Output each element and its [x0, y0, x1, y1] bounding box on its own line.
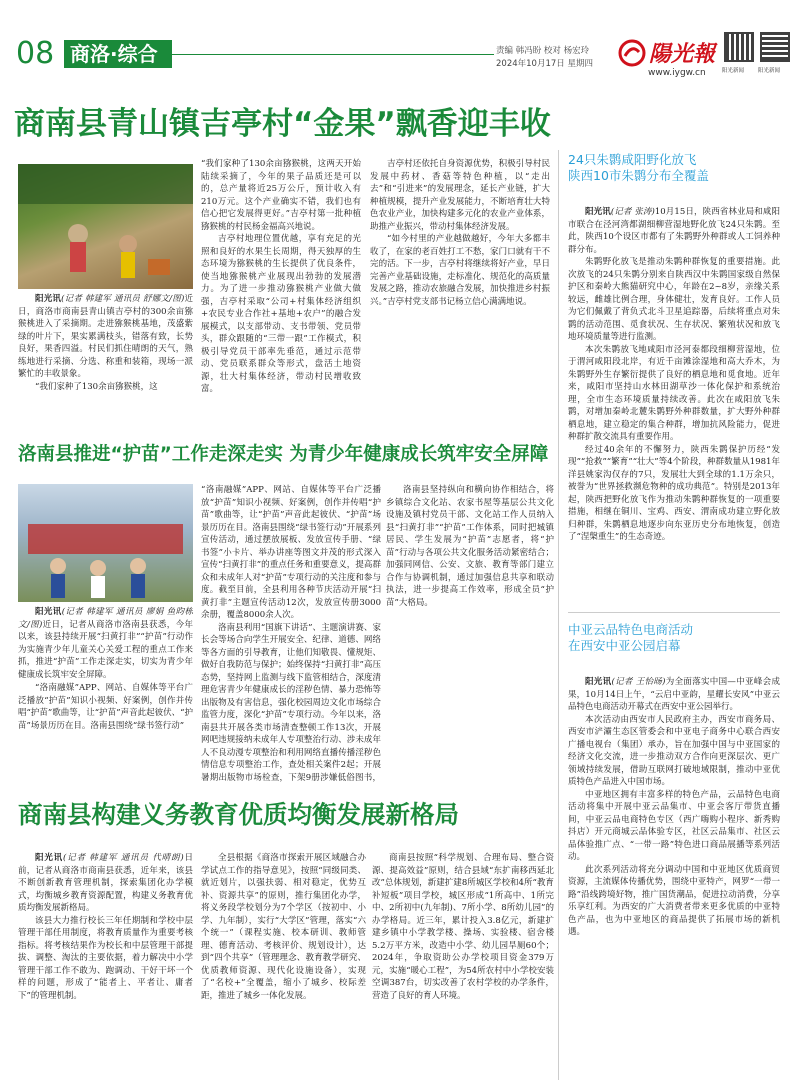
article5-byline-reporter: (记者 王怡旸) [611, 677, 666, 687]
article3-lead: 日前，记者从商洛市商南县获悉，近年来，该县不断创新教育管理机制，探索集团化办学模式，均衡城乡教育资源配置，构建义务教育优质均衡发展新格局。 [18, 853, 193, 913]
article4-title-line1: 24只朱鹮咸阳野化放飞 [568, 152, 697, 167]
editor-credits: 责编 韩冯盼 校对 杨宏玲 [496, 46, 590, 56]
article3-col1 [18, 852, 193, 1082]
article2-photo [18, 484, 193, 602]
article1-p1: “我们家种了130余亩猕猴桃，这两天开始陆续采摘了，今年的果子品质还是可以的，总产量将近25万公斤，预计收入有210万元。这个产业确实不错，我们也有信心把它发展得更好。”吉亭村第一批种植猕猴桃的村民杨金福高兴地说。 [201, 159, 361, 232]
article2-p3: 洛南县坚持纵向和横向协作相结合，将乡镇综合文化站、农家书屋等基层公共文化设施及镇村党员干部、文化站工作人员纳入县“扫黄打非”“护苗”工作体系，同时把城镇居民、学生发展为“护苗”志愿者，将“护苗”行动与各项公共文化服务活动紧密结合；加强同网信、公安、文旅、教育等部门建立合作与协调机制，通过加强信息共享和联动执法，进一步提高工作效率，形成全员“护苗”大格局。 [386, 485, 554, 608]
article3-col2 [201, 852, 366, 1082]
article5-p3: 此次系列活动将充分调动中国和中亚地区优质商贸资源，主流媒体传播优势，围绕中亚特产，网罗“一带一路”沿线跨境好物，推广国货潮品，促进拉动消费，分享乐享红利。为西安的广大消费者带来更多优质的中亚特色产品，也为中亚地区的商品提供了拓展市场的新机遇。 [568, 864, 780, 937]
students-photo [18, 484, 193, 602]
article1-lead: 近日，商洛市商南县青山镇吉亭村的300余亩猕猴桃进入了采摘期。走进猕猴桃基地，茂盛紫绿的叶片下，果实累满枝头，错落有致，长势良好，果香四溢。村民们抓住晴朗的天气，熟练地进行采摘、分选、称重和装箱，现场一派繁忙的丰收景象。 [18, 294, 193, 379]
article2-lead: 近日，记者从商洛市洛南县获悉，今年以来，该县持续开展“扫黄打非”“护苗”行动作为实施青少年儿童关心关爱工程的重点工作来抓，推进“护苗”工作走深走实，切实为青少年健康成长筑牢安全屏障。 [18, 619, 193, 680]
article4-byline-reporter: (记者 张涛) [610, 207, 655, 217]
article2-p1-start: “洛南融媒”APP、网站、自媒体等平台广泛播放“护苗”知识小视频、好案例，创作并传唱“护苗”歌曲等，让“护苗”声音此起彼伏、“护苗”场景历历在目。洛南县围绕“绿书签行动” [18, 683, 193, 731]
article2-col2 [18, 682, 193, 782]
article3-byline-reporter: (记者 韩建军 通讯员 代晴朗) [62, 853, 184, 863]
page-number: 08 [16, 36, 55, 71]
article1-p4: “如今村里的产业越做越好，今年大多都丰收了，在家的老百姓打工不愁，家门口就有干不完的活。下一步，吉亭村将继续将好产业，早日完善产业基础设施，走标准化、规范化的高质量发展之路，推动农旅融合发展，加快推进乡村振兴。”吉亭村党支部书记杨立信心满满地说。 [370, 234, 550, 307]
brand-logo [617, 36, 717, 68]
article3-headline: 商南县构建义务教育优质均衡发展新格局 [18, 800, 459, 829]
article4-body [568, 206, 780, 606]
article2-col4 [386, 484, 554, 782]
article5-title [568, 622, 790, 662]
issue-date: 2024年10月17日 星期四 [496, 59, 593, 69]
article3-byline-name: 阳光讯 [35, 853, 63, 863]
article5-lead: 为全面落实中国—中亚峰会成果，10月14日上午，“云启中亚韵，星耀长安风”中亚云品特色电商活动开幕式在西安中亚公园举行。 [568, 677, 780, 712]
article1-byline-reporter: (记者 韩建军 通讯员 舒娜文/图) [61, 294, 185, 304]
article3-p1: 该县大力推行校长三年任期制和学校中层管理干部任用制度，将教育质量作为重要考核指标。将考核结果作为校长和中层管理干部提拔、调整、淘汰的主要依据，着力解决中小学管理干部工作不敢为、跑调动、干好干坏一个样的问题，形成了“能者上、平者让、庸者下”的管理机制。 [18, 915, 193, 1001]
article1-col3 [370, 158, 550, 418]
article5-body [568, 676, 780, 1081]
page-header [12, 30, 790, 80]
article2-byline-name: 阳光讯 [35, 607, 62, 617]
article2-col3 [201, 484, 381, 782]
article3-col3 [372, 852, 554, 1082]
article4-p1: 朱鹮野化放飞是推动朱鹮种群恢复的重要措施。此次放飞的24只朱鹮分别来自陕西汉中朱鹮国家级自然保护区和秦岭大熊猫研究中心，年龄在2~8岁，亲缘关系较远，雌雄比例合理，身体健壮，发育良好。工作人员为它们佩戴了背负式北斗卫星追踪器，后续将重点对朱鹮的活动范围、觅食状况、生存状况、繁殖状况和放飞地环境质量等进行监测。 [568, 257, 780, 342]
section-title: 商洛·综合 [70, 42, 158, 66]
article1-p2: 吉亭村地理位置优越，享有充足的光照和良好的水果生长周期，得天独厚的生态环境为猕猴桃的生长提供了优良条件，使当地猕猴桃产业展现出勃勃的发展潜力。为了进一步推动猕猴桃产业做大做强，吉亭村采取“公司+村集体经济组织+农民专业合作社+基地+农户”的融合发展模式，以支部带动、支书带领、党员带头，群众跟随的“三带一跟”工作模式，积极引导党员干部率先垂范，通过示范带动、党员联系群众等形式，盘活土地资源，壮大村集体经济，带动村民增收致富。 [201, 234, 361, 394]
article5-title-line1: 中亚云品特色电商活动 [568, 622, 694, 637]
article4-title [568, 152, 790, 192]
article4-lead: 10月15日，陕西省林业局和咸阳市联合在泾河湾都湖细柳营湿地野化放飞24只朱鹮。至此，陕西10个设区市都有了朱鹮野外种群或人工饲养种群分布。 [568, 207, 780, 255]
sun-logo-icon [617, 38, 647, 68]
article1-headline: 商南县青山镇吉亭村“金果”飘香迎丰收 [14, 106, 551, 142]
qr-label-1: 阳光新闻 [722, 68, 745, 74]
article1-col2 [201, 158, 361, 418]
article5-byline-name: 阳光讯 [585, 677, 612, 687]
article3-p2: 全县根据《商洛市探索开展区域融合办学试点工作的指导意见》，按照“同级同类、就近划片，以强扶弱、相对稳定，优势互补、资源共享”的原则，推行集团化办学，将义务段学校划分为7个学区（按初中、小学、九年制），实行“大学区”管理，落实“六个统一”（课程实施、校本研训、教师管理、德育活动、考核评价、规划设计），达到“四个共享”（管理理念、教育教学研究、优质教师资源、现代化设施设备），实现了“名校+”全覆盖，缩小了城乡、校际差距，推进了城乡一体化发展。 [201, 853, 366, 1001]
article4-p2: 本次朱鹮放飞地咸阳市泾河泰都段细柳营湿地，位于渭河咸阳段北岸，有近千亩滩涂湿地和高大乔木，为朱鹮野外生存繁衍提供了良好的栖息地和觅食地。近年来，咸阳市坚持山水林田湖草沙一体化保护和系统治理，全市生态环境质量持续改善。此次在咸阳放飞朱鹮，对增加秦岭北麓朱鹮野外种群数量，扩大野外种群栖息地，建立稳定的集合种群，增加抗风险能力，促进种群扩散交流具有重要作用。 [568, 344, 780, 442]
header-rule [172, 54, 494, 55]
qr-code-2 [760, 32, 790, 62]
article5-title-line2: 在西安中亚公园启幕 [568, 638, 681, 653]
article4-byline-name: 阳光讯 [585, 207, 611, 217]
brand-name: 陽光報 [649, 41, 716, 67]
qr-label-2: 阳光新闻 [758, 68, 781, 74]
article-separator [568, 612, 780, 613]
article2-p1: “洛南融媒”APP、网站、自媒体等平台广泛播放“护苗”知识小视频、好案例，创作并传唱“护苗”歌曲等，让“护苗”声音此起彼伏、“护苗”场景历历在目。洛南县围绕“绿书签行动”开展系列宣传活动，通过摆放展板、发放宣传手册、“绿书签”小卡片、举办讲座等图文并茂的形式深入宣传“扫黄打非”的重点任务和重要意义，提高群众和未成年人对“护苗”专项行动的关注度和参与度。截至目前，全县利用各种节庆活动开展“扫黄打非”主题宣传活动12次，发放宣传册3000余册，覆盖8000余人次。 [201, 485, 381, 620]
article1-p3: 吉亭村还依托自身资源优势，积极引导村民发展中药材、香菇等特色种植，以“走出去”和“引进来”的发展理念，延长产业链，扩大种植规模，提升产业发展能力，不断培育壮大特色农业产业，加快构建多元化的农业产业体系，助推产业振兴，带动村集体经济发展。 [370, 159, 550, 232]
column-divider [558, 150, 559, 1080]
article5-p2: 中亚地区拥有丰富多样的特色产品，云品特色电商活动将集中开展中亚云品集市、中亚会客厅带货直播间，中亚云品电商特色专区（西广嗨购小程序、新秀购抖店）开元商城云品体验专区，社区云品集市、社区云品体验推广点、“一带一路”特色进口商品展播等系列活动。 [568, 789, 780, 862]
qr-code-1 [724, 32, 754, 62]
article4-p3: 经过40余年的不懈努力，陕西朱鹮保护历经“发现”“抢救”“繁育”“壮大”等4个阶段，种群数量从1981年洋县姚家沟仅存的7只，发展壮大到全球的1.1万余只，被誉为“世界拯救濒危物种的成功典范”。特别是2013年起，陕西把野化放飞作为推动朱鹮种群恢复的一项重要措施，相继在铜川、宝鸡、西安、渭南成功建立野化放归种群，朱鹮栖息地逐步向东亚历史分布地恢复，创造了“涅槃重生”的生态奇迹。 [568, 444, 780, 542]
website-url: www.iygw.cn [648, 68, 706, 78]
article1-byline-name: 阳光讯 [35, 294, 62, 304]
article4-title-line2: 陕西10市朱鹮分布全覆盖 [568, 168, 709, 183]
article1-col1 [18, 293, 193, 417]
article2-p2: 洛南县利用“国旗下讲话”、主题演讲赛、家长会等场合向学生开展安全、纪律、道德、网络等各方面的引导教育，让他们知敬畏、懂规矩、做好自我防范与保护；始终保持“扫黄打非”高压态势，坚持网上监测与线下监管相结合，深度清理危害青少年健康成长的淫秽色情、暴力恐怖等出版物及有害信息，强化校园周边文化市场综合监管力度，深化“护苗”专项行动。今年以来，洛南县共开展各类市场清查整顿工作13次，开展网吧违规接纳未成年人专项整治行动、涉未成年人不良动漫专项整治和利用网络直播传播淫秽色情信息专项整治工作，查处相关案件2起；开展暑期出版物市场检查，下架9册涉嫌低俗图书， [201, 622, 381, 782]
article2-byline-reporter: (记者 韩建军 通讯员 廖娟 鱼昀栋 文/图) [18, 607, 193, 630]
article1-photo [18, 164, 193, 289]
article5-p1: 本次活动由西安市人民政府主办，西安市商务局、西安市浐灞生态区管委会和中亚电子商务中心联合西安广播电视台（集团）承办，旨在加强中国与中亚国家的经济文化交流，进一步推动双方合作向更深层次、更广领域持续发展，借助互联网打破地域限制，推动中亚优质特色产品进入中国市场。 [568, 714, 780, 787]
kiwi-orchard-photo [18, 164, 193, 289]
article2-headline: 洛南县推进“护苗”工作走深走实 为青少年健康成长筑牢安全屏障 [18, 444, 549, 465]
article3-p3: 商南县按照“科学规划、合理布局、整合资源、提高效益”原则，结合县域“东扩南移西延北改”总体规划，新建扩建8所城区学校和4所“教育补短板”项目学校，城区形成“1所高中、1所完中、2所初中(九年制)、7所小学、8所幼儿园”的办学格局。近三年，累计投入3.8亿元，新建扩建乡镇中小学教学楼、操场、实验楼、宿舍楼5.2万平方米，改造中小学、幼儿园旱厕60个；2024年，争取资助公办学校项目资金379万元，实施“暖心工程”，为54所农村中小学校安装空调387台，切实改善了农村学校的办学条件，营造了良好的育人环境。 [372, 853, 554, 1001]
article1-p1-start: “我们家种了130余亩猕猴桃，这 [35, 381, 158, 392]
